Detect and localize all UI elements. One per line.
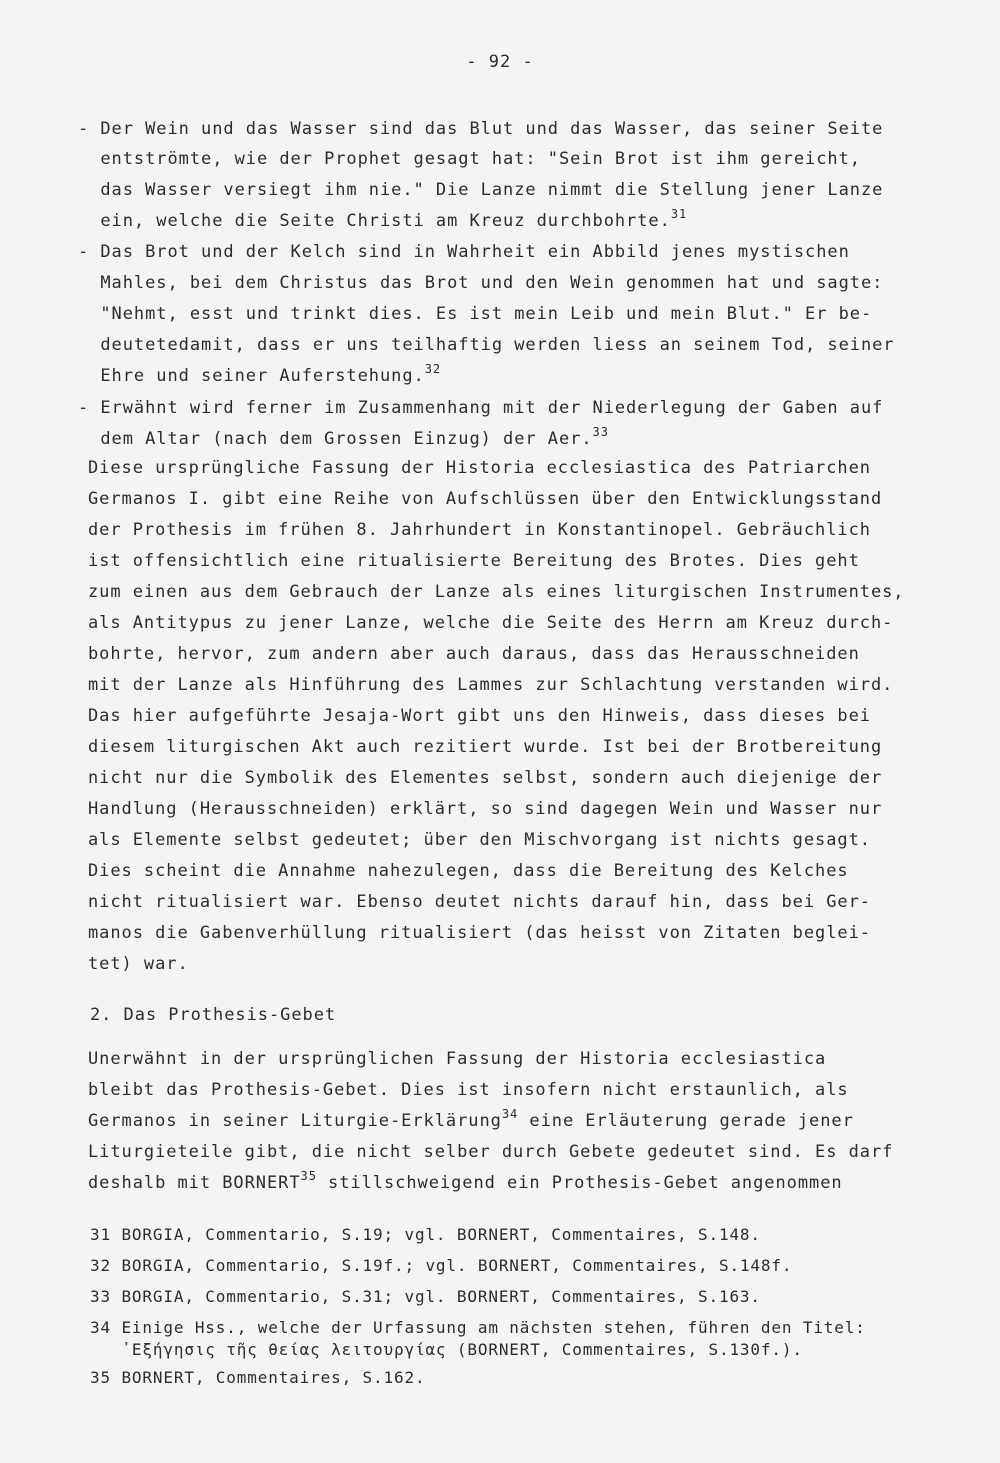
body-line: [78, 149, 861, 169]
body-line: [88, 768, 882, 788]
footnote: 35 BORNERT, Commentaires, S.162.: [90, 1368, 426, 1387]
paragraph-line-text: Germanos in seiner Liturgie-Erklärung: [88, 1111, 502, 1131]
body-line-text: Germanos I. gibt eine Reihe von Aufschlüssen über den Entwicklungsstand: [88, 489, 883, 509]
body-line: [78, 425, 609, 449]
body-line-text: deutetedamit, dass er uns teilhaftig werden liess an seinem Tod, seiner: [78, 335, 895, 355]
body-line-text: als Antitypus zu jener Lanze, welche die Seite des Herrn am Kreuz durch-: [88, 613, 894, 633]
body-line: [78, 207, 688, 231]
body-line-text: mit der Lanze als Hinführung des Lammes zur Schlachtung verstanden wird.: [88, 675, 894, 695]
body-line-text: Diese ursprüngliche Fassung der Historia ecclesiastica des Patriarchen: [88, 458, 871, 478]
paragraph-line-text-after: stillschweigend ein Prothesis-Gebet angenommen: [316, 1173, 843, 1193]
footnote: ᾿Εξήγησις τῆς θείας λειτουργίας (BORNERT, Commentaires, S.130f.).: [90, 1340, 803, 1359]
body-line-text: der Prothesis im frühen 8. Jahrhundert in Konstantinopel. Gebräuchlich: [88, 520, 871, 540]
body-line: [78, 180, 883, 200]
body-line: [88, 954, 189, 974]
body-line-text: ein, welche die Seite Christi am Kreuz durchbohrte.: [78, 211, 671, 231]
body-line: [88, 861, 849, 881]
paragraph-line: [88, 1169, 843, 1193]
body-line-text: - Der Wein und das Wasser sind das Blut und das Wasser, das seiner Seite: [78, 119, 884, 139]
body-line: [78, 242, 850, 262]
body-line: [88, 458, 871, 478]
body-line-text: Das hier aufgeführte Jesaja-Wort gibt uns den Hinweis, dass dieses bei: [88, 706, 871, 726]
body-line: [88, 551, 860, 571]
paragraph-line-text: Liturgieteile gibt, die nicht selber durch Gebete gedeutet sind. Es darf: [88, 1142, 894, 1162]
body-line-text: bohrte, hervor, zum andern aber auch daraus, dass das Herausschneiden: [88, 644, 860, 664]
footnote-marker: 31: [670, 207, 688, 221]
body-line: [88, 582, 905, 602]
body-line-text: nicht nur die Symbolik des Elementes selbst, sondern auch diejenige der: [88, 768, 883, 788]
body-line-text: Mahles, bei dem Christus das Brot und den Wein genommen hat und sagte:: [78, 273, 884, 293]
body-line-text: ist offensichtlich eine ritualisierte Bereitung des Brotes. Dies geht: [88, 551, 860, 571]
body-line: [88, 830, 871, 850]
paragraph-line: [88, 1107, 854, 1131]
body-line-text: Dies scheint die Annahme nahezulegen, dass die Bereitung des Kelches: [88, 861, 849, 881]
body-line: [88, 706, 871, 726]
paragraph-line-text: deshalb mit BORNERT: [88, 1173, 301, 1193]
body-line: [88, 675, 893, 695]
paragraph-line-text-after: eine Erläuterung gerade jener: [518, 1111, 854, 1131]
body-line-text: als Elemente selbst gedeutet; über den Mischvorgang ist nichts gesagt.: [88, 830, 871, 850]
body-line-text: tet) war.: [88, 954, 189, 974]
body-line: [88, 613, 893, 633]
body-line-text: diesem liturgischen Akt auch rezitiert wurde. Ist bei der Brotbereitung: [88, 737, 883, 757]
footnote: 31 BORGIA, Commentario, S.19; vgl. BORNERT, Commentaires, S.148.: [90, 1225, 761, 1244]
body-line-text: zum einen aus dem Gebrauch der Lanze als eines liturgischen Instrumentes,: [88, 582, 905, 602]
body-line-text: Handlung (Herausschneiden) erklärt, so sind dagegen Wein und Wasser nur: [88, 799, 883, 819]
body-line-text: - Das Brot und der Kelch sind in Wahrheit ein Abbild jenes mystischen: [78, 242, 850, 262]
paragraph-line: [88, 1049, 826, 1069]
footnote-marker: 35: [300, 1169, 317, 1183]
footnote: 34 Einige Hss., welche der Urfassung am nächsten stehen, führen den Titel:: [90, 1318, 866, 1337]
body-line: [88, 892, 871, 912]
footnote-marker: 34: [501, 1107, 519, 1121]
paragraph-line: [88, 1142, 893, 1162]
paragraph-line: [88, 1080, 849, 1100]
footnote-marker: 32: [424, 362, 442, 376]
body-line: [88, 799, 882, 819]
paragraph-line-text: Unerwähnt in der ursprünglichen Fassung der Historia ecclesiastica: [88, 1049, 827, 1069]
body-line: [88, 923, 871, 943]
paragraph-line-text: bleibt das Prothesis-Gebet. Dies ist insofern nicht erstaunlich, als: [88, 1080, 849, 1100]
body-line: [78, 273, 883, 293]
body-line: [88, 520, 871, 540]
body-line-text: das Wasser versiegt ihm nie." Die Lanze nimmt die Stellung jener Lanze: [78, 180, 884, 200]
footnote: 32 BORGIA, Commentario, S.19f.; vgl. BORNERT, Commentaires, S.148f.: [90, 1256, 793, 1275]
body-line: [78, 119, 883, 139]
footnote: 33 BORGIA, Commentario, S.31; vgl. BORNERT, Commentaires, S.163.: [90, 1287, 761, 1306]
body-line: [88, 644, 860, 664]
body-line: [78, 335, 895, 355]
body-line-text: Ehre und seiner Auferstehung.: [78, 366, 425, 386]
body-line: [88, 489, 882, 509]
body-line-text: dem Altar (nach dem Grossen Einzug) der Aer.: [78, 429, 593, 449]
body-line: [78, 398, 883, 418]
body-line: [78, 304, 872, 324]
body-line-text: entströmte, wie der Prophet gesagt hat: "Sein Brot ist ihm gereicht,: [78, 149, 861, 169]
body-line-text: nicht ritualisiert war. Ebenso deutet nichts darauf hin, dass bei Ger-: [88, 892, 871, 912]
section-heading: 2. Das Prothesis-Gebet: [90, 1005, 337, 1025]
page-number: - 92 -: [466, 52, 534, 72]
body-line-text: manos die Gabenverhüllung ritualisiert (das heisst von Zitaten beglei-: [88, 923, 871, 943]
body-line: [78, 362, 442, 386]
footnote-marker: 33: [592, 425, 609, 439]
body-line-text: "Nehmt, esst und trinkt dies. Es ist mein Leib und mein Blut." Er be-: [78, 304, 873, 324]
body-line-text: - Erwähnt wird ferner im Zusammenhang mit der Niederlegung der Gaben auf: [78, 398, 884, 418]
body-line: [88, 737, 882, 757]
